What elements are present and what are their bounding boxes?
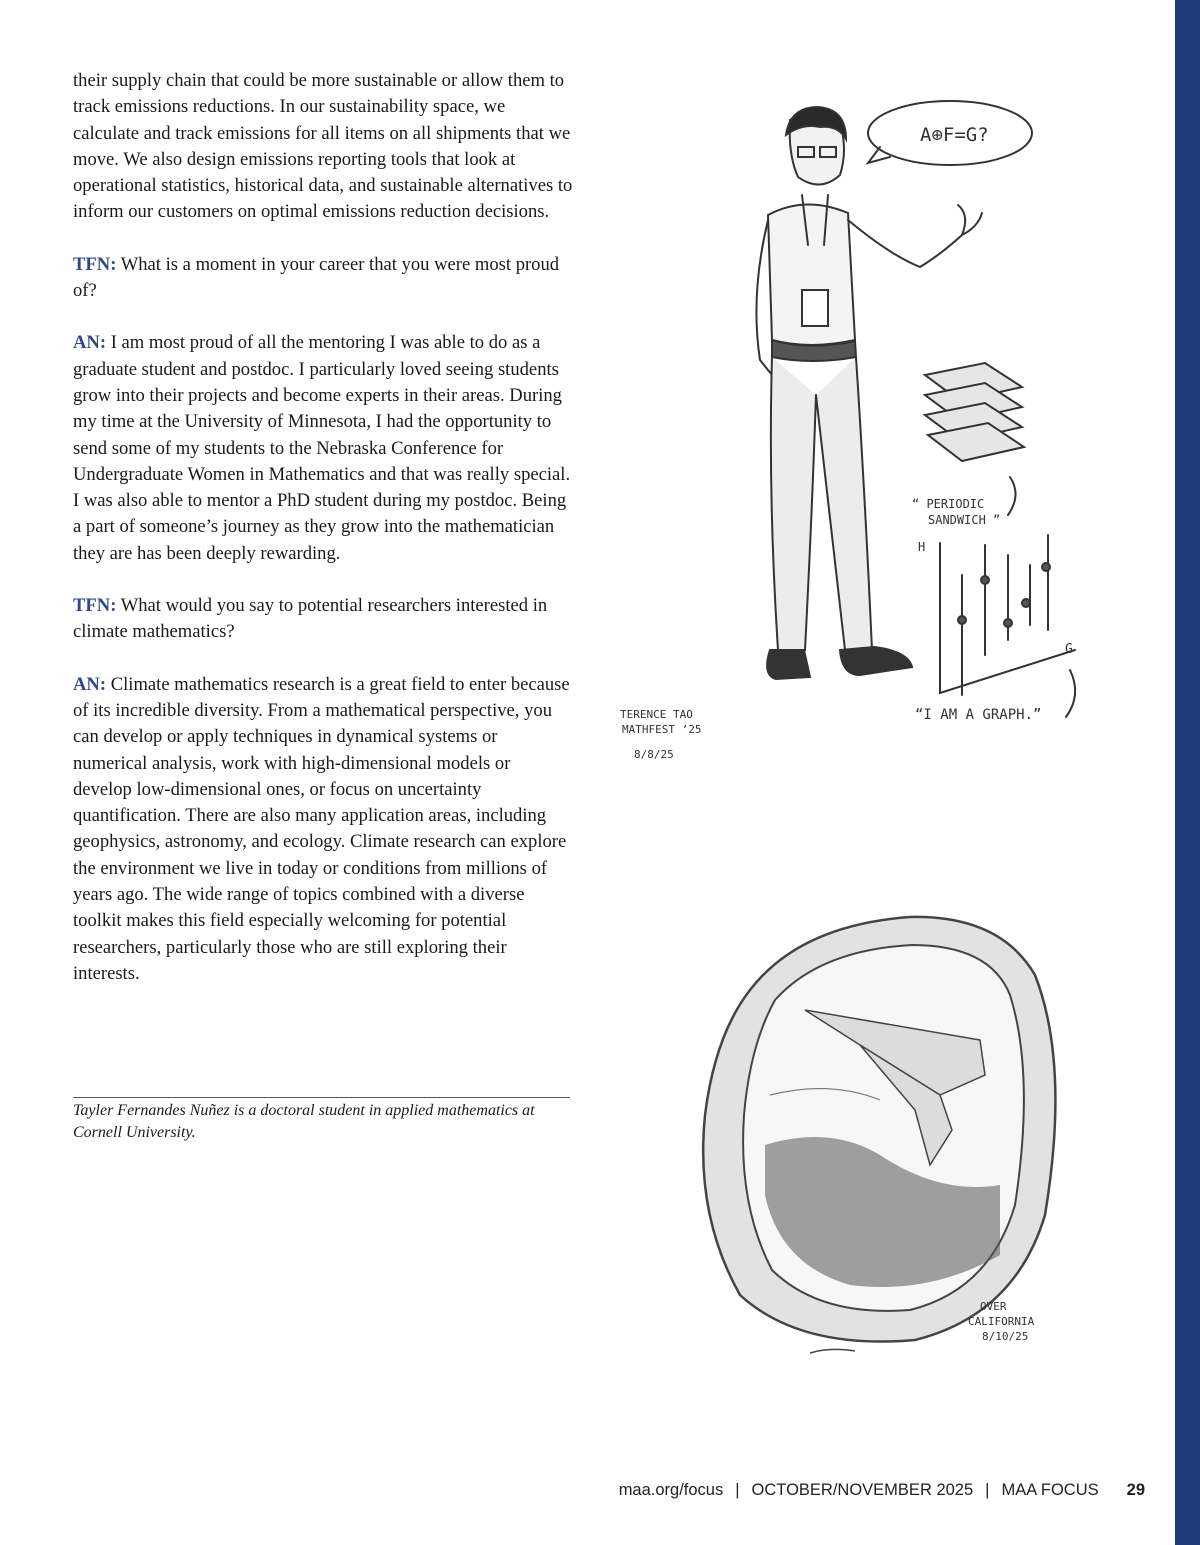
caption-line1: OVER — [980, 1300, 1007, 1313]
article-column — [73, 68, 573, 1013]
answer-text: I am most proud of all the mentoring I was able to do as a graduate student and postdoc. I particularly loved seeing students grow into their projects and become experts in their areas. During my time at the University of Minnesota, I had the opportunity to send some of my students to the Nebraska Conference for Undergraduate Women in Mathematics and that was really special. I was also able to mentor a PhD student during my postdoc. Being a part of someone’s journey as they grow into the mathematician they are has been deeply rewarding. — [73, 332, 571, 564]
bio-divider — [73, 1097, 570, 1098]
caption-line2: CALIFORNIA — [968, 1315, 1035, 1328]
question-text: What is a moment in your career that you were most proud of? — [73, 253, 560, 302]
signature-line1: TERENCE TAO — [620, 708, 693, 721]
graph-x-axis-label: G — [1065, 642, 1073, 657]
graph-caption: “I AM A GRAPH.” — [915, 707, 1042, 723]
footer-issue: OCTOBER/NOVEMBER 2025 — [751, 1481, 974, 1499]
signature-line3: 8/8/25 — [634, 748, 674, 761]
graph-y-axis-label: H — [918, 540, 926, 554]
sandwich-label-line1: “ PERIODIC — [912, 497, 985, 511]
caption-line3: 8/10/25 — [982, 1330, 1029, 1343]
right-edge-bar — [1175, 0, 1200, 1545]
answer-2 — [73, 672, 573, 988]
footer-magazine: MAA FOCUS — [1001, 1481, 1099, 1499]
page-footer: maa.org/focus | OCTOBER/NOVEMBER 2025 | MAA FOCUS 29 — [618, 1481, 1145, 1499]
terence-tao-sketch — [590, 95, 1090, 775]
speaker-label: TFN: — [73, 253, 117, 275]
question-1 — [73, 252, 573, 305]
speaker-label: AN: — [73, 332, 107, 354]
footer-url: maa.org/focus — [618, 1481, 724, 1499]
paragraph-intro: their supply chain that could be more sustainable or allow them to track emissions reductions. In our sustainability space, we calculate and track emissions for all items on all shipments that we move. We also design emissions reporting tools that look at operational statistics, historical data, and sustainable alternatives to inform our customers on optimal emissions reduction decisions. — [73, 70, 573, 223]
answer-text: Climate mathematics research is a great field to enter because of its incredible diversity. From a mathematical perspective, you can develop or apply techniques in dynamical systems or numerical analysis, work with high-dimensional models or develop low-dimensional ones, or focus on uncertainty quantification. There are also many application areas, including geophysics, astronomy, and ecology. Climate research can explore the environment we live in today or conditions from millions of years ago. The wide range of topics combined with a diverse toolkit makes this field especially welcoming for potential researchers, particularly those who are still exploring their interests. — [73, 673, 570, 984]
speaker-label: AN: — [73, 673, 107, 695]
question-2 — [73, 593, 573, 646]
signature-line2: MATHFEST ’25 — [622, 723, 702, 736]
author-bio: Tayler Fernandes Nuñez is a doctoral student in applied mathematics at Cornell University. — [73, 1102, 535, 1141]
airplane-window-sketch — [680, 895, 1080, 1375]
sandwich-label-line2: SANDWICH ” — [928, 513, 1001, 527]
speaker-label: TFN: — [73, 595, 117, 617]
question-text: What would you say to potential researchers interested in climate mathematics? — [73, 595, 548, 643]
speech-bubble-text: A⊕F=G? — [920, 124, 989, 146]
page-number: 29 — [1126, 1481, 1145, 1499]
answer-1 — [73, 330, 573, 567]
